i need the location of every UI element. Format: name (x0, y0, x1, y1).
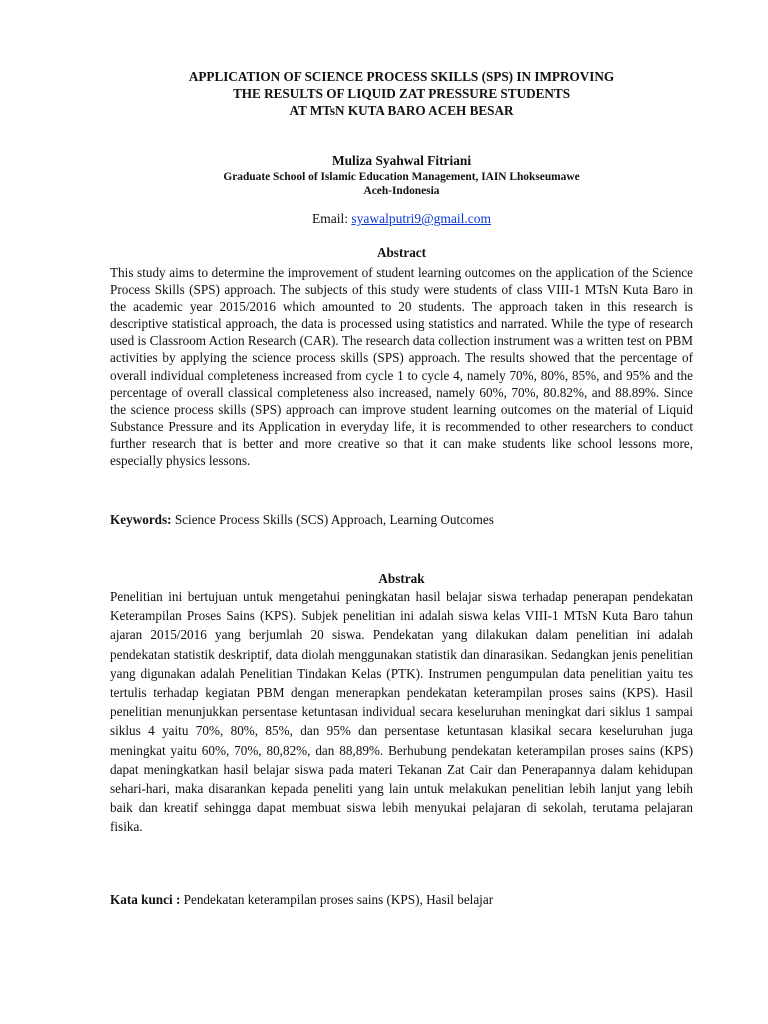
author-affiliation (110, 170, 693, 198)
email-label: Email: (312, 211, 349, 226)
kata-kunci-text: Pendekatan keterampilan proses sains (KPS), Hasil belajar (183, 892, 494, 907)
email-line (110, 210, 693, 228)
title-line: AT MTsN KUTA BARO ACEH BESAR (289, 103, 514, 118)
abstract-body: This study aims to determine the improvement of student learning outcomes on the application of the Science Process Skills (SPS) approach. The subjects of this study were students of class VIII-1 MTsN Kuta Baro in the academic year 2015/2016 which amounted to 20 students. The approach taken in this research is descriptive statistical approach, the data is processed using statistics and narrated. While the type of research used is Classroom Action Research (CAR). The research data collection instrument was a written test on PBM activities by applying the science process skills (SPS) approach. The results showed that the percentage of overall individual completeness increased from cycle 1 to cycle 4, namely 70%, 80%, 85%, and 95% and the percentage of overall classical completeness also increased, namely 60%, 70%, 80.82%, and 88.89%. Since the science process skills (SPS) approach can improve student learning outcomes on the material of Liquid Substance Pressure and its Application in everyday life, it is recommended to other researchers to conduct further research that is better and more creative so that it can make students like school lessons more, especially physics lessons. (110, 265, 693, 469)
affiliation-line: Aceh-Indonesia (363, 185, 440, 197)
keywords-line (110, 511, 693, 528)
keywords-label: Keywords: (110, 512, 172, 527)
title-line: THE RESULTS OF LIQUID ZAT PRESSURE STUDENTS (232, 86, 571, 101)
keywords-text: Science Process Skills (SCS) Approach, Learning Outcomes (174, 512, 494, 527)
abstrak-heading: Abstrak (378, 571, 425, 586)
email-link[interactable]: syawalputri9@gmail.com (351, 211, 491, 226)
kata-kunci-label: Kata kunci : (110, 892, 181, 907)
kata-kunci-line (110, 891, 693, 908)
abstrak-body: Penelitian ini bertujuan untuk mengetahui peningkatan hasil belajar siswa terhadap penerapan pendekatan Keterampilan Proses Sains (KPS). Subjek penelitian ini adalah siswa kelas VIII-1 MTsN Kuta Baro tahun ajaran 2015/2016 yang berjumlah 20 siswa. Pendekatan yang dilakukan dalam penelitian ini adalah pendekatan statistik deskriptif, data diolah menggunakan statistik dan dinarasikan. Sedangkan jenis penelitian yang digunakan adalah Penelitian Tindakan Kelas (PTK). Instrumen pengumpulan data penelitian yaitu tes tertulis terhadap kegiatan PBM dengan menerapkan pendekatan keterampilan proses sains (KPS). Hasil penelitian menunjukkan persentase ketuntasan individual secara keseluruhan meningkat dari siklus 1 sampai siklus 4 yaitu 70%, 80%, 85%, dan 95% dan persentase ketuntasan klasikal secara keseluruhan juga meningkat yaitu 60%, 70%, 80,82%, dan 88,89%. Berhubung pendekatan keterampilan proses sains (KPS) dapat meningkatkan hasil belajar siswa pada materi Tekanan Zat Cair dan Penerapannya dalam kehidupan sehari-hari, maka disarankan kepada peneliti yang lain untuk melakukan penelitian lebih lanjut yang lebih baik dan kreatif sehingga dapat membuat siswa lebih menyukai pelajaran di sekolah, terutama pelajaran fisika. (110, 589, 693, 835)
affiliation-line: Graduate School of Islamic Education Management, IAIN Lhokseumawe (223, 171, 580, 183)
author-name: Muliza Syahwal Fitriani (331, 153, 472, 168)
abstract-heading: Abstract (376, 245, 427, 260)
title-line: APPLICATION OF SCIENCE PROCESS SKILLS (SPS) IN IMPROVING (188, 69, 615, 84)
paper-title (110, 68, 693, 119)
